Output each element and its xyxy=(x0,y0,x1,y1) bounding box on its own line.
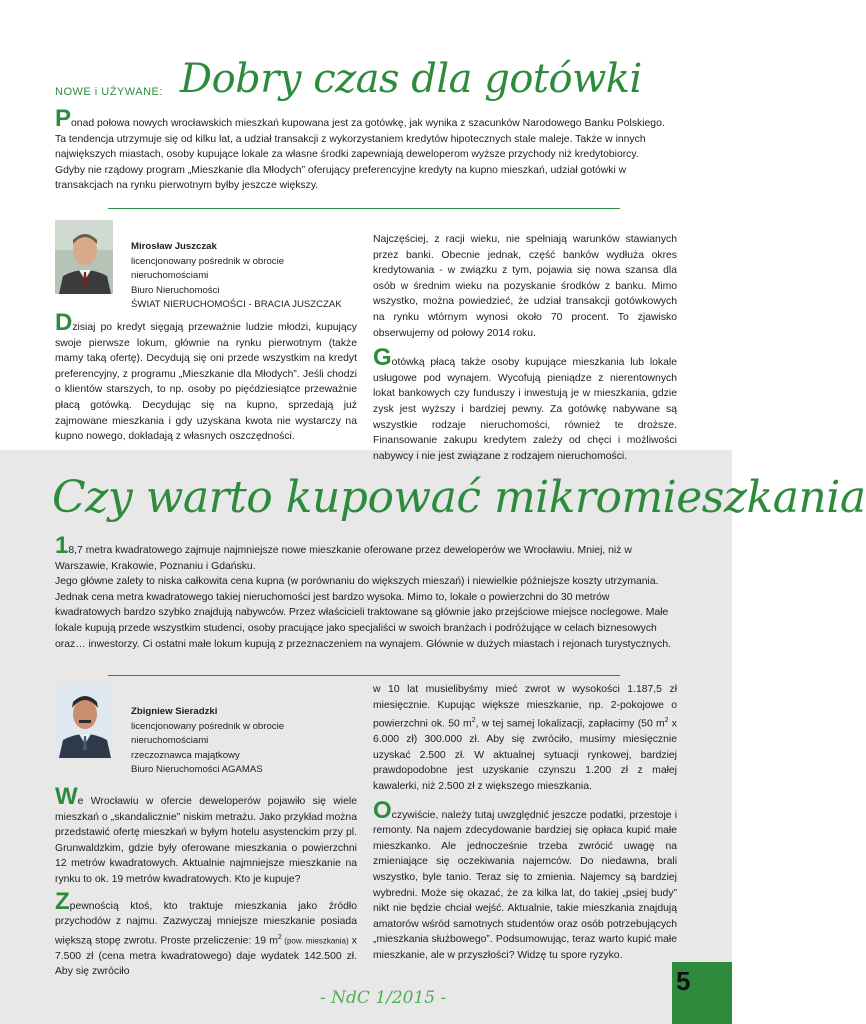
page-number: 5 xyxy=(676,966,691,996)
body-paragraph: e Wrocławiu w ofercie deweloperów pojawiło się wiele mieszkań o „skandalicznie” niskim metrażu. Jako przykład można przedstawić ofertę mieszkań w byłym hotelu asystenckim przy pl. Grunwaldzkim, gdzie były oferowane mieszkania o powierzchni 12 metrów kwadratowych. Aktualnie najmniejsze mieszkanie na rynku to ok. 19 metrów kwadratowych. Kto je kupuje? xyxy=(55,796,357,885)
superscript: 2 xyxy=(277,933,282,941)
superscript: 2 xyxy=(664,717,669,725)
author-photo xyxy=(55,220,113,294)
article-title: Czy warto kupować mikromieszkania xyxy=(52,472,866,523)
column-left xyxy=(55,309,357,445)
body-paragraph: czywiście, należy tutaj uwzględnić jeszcze podatki, przestoje i remonty. Na najem zdecydowanie bardziej się opłaca kupić małe mieszkanko. Ale jednocześnie trzeba zwrócić uwagę na zmieniające się oczekiwania najemców. Do niedawna, brali wszystko, byle tanio. Teraz się to zmienia. Najemcy są bardziej wybredni. Może się okazać, że za kilka lat, do takiej „psiej budy” nikt nie będzie chciał wejść. Aktualnie, takie mieszkania znajdują amatorów wśród samotnych studentów oraz osób potrzebujących „mieszkania służbowego”. Podsumowując, teraz warto kupić małe mieszkanie, ale w przyszłości? Widzę tu spore ryzyko. xyxy=(373,809,677,961)
superscript: 2 xyxy=(471,717,476,725)
body-paragraph: w 10 lat musielibyśmy mieć zwrot w wysokości 1.187,5 zł miesięcznie. Kupując większe mieszkanie, np. 2-pokojowe o powierzchni ok. 50 m xyxy=(373,684,677,730)
portrait-icon xyxy=(55,684,113,758)
body-paragraph-cont: x 6.000 zł) 300.000 zł. Aby się zwróciło, musimy miesięcznie uzyskać 2.500 zł. W aktualnej sytuacji rynkowej, bardziej prawdopodobne jest uzyskanie czynszu 1.200 zł z małej kawalerki, niż 2.500 zł z większego mieszkania. xyxy=(373,718,677,793)
drop-cap: Z xyxy=(55,887,70,915)
author-office: Biuro Nieruchomości xyxy=(131,284,220,296)
intro-paragraph: onad połowa nowych wrocławskich mieszkań kupowana jest za gotówkę, jak wynika z szacunków Narodowego Banku Polskiego. Ta tendencja utrzymuje się od kilku lat, a udział transakcji z wykorzystaniem kredytów hipotecznych stale maleje. Także w innych największych miastach, osoby kupujące lokale za własne środki zapewniają deweloperom wyższe przychody niż kredytobiorcy. xyxy=(55,118,665,161)
author-title: licencjonowany pośrednik w obrocie nieruchomościami xyxy=(131,720,285,746)
section-kicker: NOWE i UŻYWANE: xyxy=(55,86,163,98)
author-company: Biuro Nieruchomości AGAMAS xyxy=(131,764,263,775)
author-title: licencjonowany pośrednik w obrocie nieruchomościami xyxy=(131,255,285,281)
inline-note: (pow. mieszkania) xyxy=(281,936,349,946)
intro-paragraph-2: Gdyby nie rządowy program „Mieszkanie dla Młodych” oferujący preferencyjne kredyty na kupno mieszkań, udział gotówki w transakcjach na rynku pierwotnym byłby jeszcze większy. xyxy=(55,164,627,192)
author-role: rzeczoznawca majątkowy xyxy=(131,749,240,761)
author-info xyxy=(131,240,361,313)
body-paragraph-cont: , w tej samej lokalizacji, zapłacimy (50 m xyxy=(475,718,665,730)
author-name: Mirosław Juszczak xyxy=(131,241,217,252)
drop-cap: D xyxy=(55,309,73,336)
drop-cap: G xyxy=(373,344,392,372)
intro-paragraph-2: Jego główne zalety to niska całkowita cena kupna (w porównaniu do większych mieszań) i niewielkie późniejsze koszty utrzymania. Jednak cena metra kwadratowego takiej nieruchomości jest bardzo wysoka. Mimo to, lokale o powierzchni do 30 metrów kwadratowych bardzo szybko znajdują nabywców. Przez właścicieli traktowane są głównie jako przejściowe miejsce noclegowe. Małe lokale kupują przede wszystkim studenci, osoby pracujące jako specjaliści w swoich branżach i podróżujące w celach biznesowych oraz… inwestorzy. Ci ostatni małe lokum kupują z przeznaczeniem na wynajem. Głównie w dużych miastach i rejonach turystycznych. xyxy=(55,576,671,650)
body-paragraph: otówką płacą także osoby kupujące mieszkania lub lokale usługowe pod wynajem. Wycofują pieniądze z nierentownych lokat bankowych czy funduszy i inwestują je w mieszkania, gdzie zysk jest wyższy i bardziej pewny. Za gotówkę nabywane są wszystkie rodzaje nieruchomości, również te droższe. Finansowanie zakupu kredytem zależy od chęci i możliwości nabywcy i nie jest związane z rodzajem nieruchomości. xyxy=(373,357,677,462)
drop-cap: W xyxy=(55,783,78,810)
body-paragraph-cont: x 7.500 zł (cena metra kwadratowego) daje wydatek 142.500 zł. Aby się zwróciło xyxy=(55,935,357,978)
body-paragraph: Najczęściej, z racji wieku, nie spełniają warunków stawianych przez banki. Obecnie jednak, część banków wydłuża okres kredytowania - w związku z tym, pojawia się nowa szansa dla osób w średnim wieku na pozyskanie środków z banku. Mimo wszystko, można powiedzieć, że udział transakcji gotówkowych na rynku wtórnym wynosi około 70 procent. To zjawisko obserwujemy od połowy 2014 roku. xyxy=(373,234,677,339)
drop-cap: P xyxy=(55,105,72,132)
drop-cap: O xyxy=(373,796,392,824)
article-intro xyxy=(55,105,677,194)
drop-cap: 1 xyxy=(55,532,69,559)
intro-paragraph: 8,7 metra kwadratowego zajmuje najmniejsze nowe mieszkanie oferowane przez deweloperów we Wrocławiu. Mniej, niż w Warszawie, Krakowie, Poznaniu i Gdańsku. xyxy=(55,545,632,572)
author-company: ŚWIAT NIERUCHOMOŚCI - BRACIA JUSZCZAK xyxy=(131,299,342,310)
column-left xyxy=(55,783,357,980)
body-paragraph: zisiaj po kredyt sięgają przeważnie ludzie młodzi, kupujący swoje pierwsze lokum, głównie na rynku pierwotnym (także mamy taką ofertę). Decydują się oni przede wszystkim na kredyt preferencyjny, z programu „Mieszkanie dla Młodych”. Jeśli chodzi o klientów starszych, to np. osoby po pięćdziesiątce przeważnie płacą gotówką. Decydując się na kupno, sprzedają już zajmowane mieszkania i gdy uzyskana kwota nie wystarczy na kupno nowego, dokładają z własnych oszczędności. xyxy=(55,322,357,443)
divider xyxy=(108,208,620,209)
article-title: Dobry czas dla gotówki xyxy=(180,56,642,102)
column-right xyxy=(373,232,677,464)
author-info xyxy=(131,705,361,778)
column-right xyxy=(373,682,677,964)
author-name: Zbigniew Sieradzki xyxy=(131,706,218,717)
article-intro xyxy=(55,532,677,652)
divider xyxy=(108,675,620,676)
author-photo xyxy=(55,684,113,758)
issue-label: - NdC 1/2015 - xyxy=(320,988,447,1008)
body-paragraph: pewnością ktoś, kto traktuje mieszkania jako źródło przychodów z najmu. Zazwyczaj mniejsze mieszkanie posiada większą stopę zwrotu. Proste przeliczenie: 19 m xyxy=(55,900,357,947)
portrait-icon xyxy=(55,220,113,294)
